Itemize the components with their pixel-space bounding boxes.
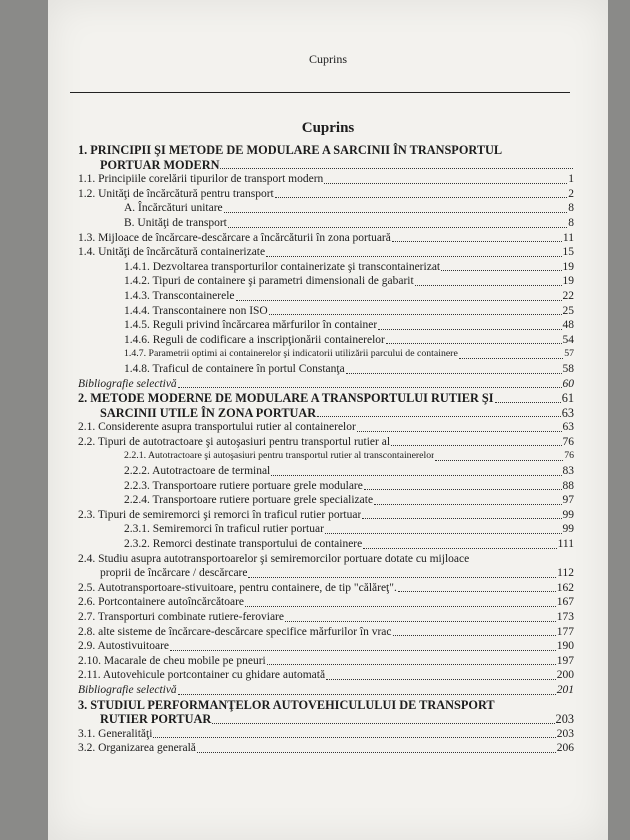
toc-entry-title: 2.10. Macarale de cheu mobile pe pneuri <box>78 654 266 667</box>
toc-entry-title: 1.4.4. Transcontainere non ISO <box>124 304 268 317</box>
dot-leader <box>197 751 556 753</box>
toc-entry-title: 2.9. Autostivuitoare <box>78 640 170 653</box>
dot-leader <box>374 503 561 505</box>
toc-entry-page: 177 <box>556 625 574 638</box>
toc-entry-page: 54 <box>562 333 574 346</box>
toc-entry <box>78 508 574 523</box>
toc-entry <box>78 464 574 479</box>
toc-entry-title: 2.2.4. Transportoare rutiere portuare grele specializate <box>124 494 374 507</box>
toc-entry-page: 25 <box>562 304 574 317</box>
toc-entry <box>78 654 574 669</box>
dot-leader <box>275 196 568 198</box>
toc-entry-title: 3.1. Generalităţi <box>78 727 153 740</box>
toc-entry-page: 201 <box>556 683 574 696</box>
dot-leader <box>317 415 561 417</box>
toc-entry-title: 1.1. Principiile corelării tipurilor de transport modern <box>78 173 324 186</box>
bibliography-entry <box>78 377 574 392</box>
toc-entry-page: 1 <box>568 173 574 186</box>
toc-entry-page: 76 <box>562 435 574 448</box>
toc-entry-title: 2.2. Tipuri de autotractoare şi autoşasiuri pentru transportul rutier al <box>78 435 391 448</box>
dot-leader <box>224 211 568 213</box>
toc-entry <box>78 566 574 581</box>
toc-entry-title: B. Unităţi de transport <box>124 216 227 229</box>
toc-entry <box>78 216 574 231</box>
dot-leader <box>357 430 562 432</box>
toc-entry-page: 162 <box>556 581 574 594</box>
dot-leader <box>220 167 573 169</box>
toc-entry-page: 8 <box>568 216 574 229</box>
chapter-heading-line: 3. STUDIUL PERFORMANŢELOR AUTOVEHICULULUI DE TRANSPORT <box>78 697 495 712</box>
chapter-heading-line: 1. PRINCIPII ŞI METODE DE MODULARE A SARCINII ÎN TRANSPORTUL <box>78 143 503 157</box>
dot-leader <box>267 663 556 665</box>
dot-leader <box>435 459 563 461</box>
toc-entry <box>78 435 574 450</box>
dot-leader <box>236 299 562 301</box>
toc-entry-page: 19 <box>562 275 574 288</box>
toc-entry-title: 1.4.3. Transcontainerele <box>124 289 235 302</box>
toc-entry <box>78 581 574 596</box>
toc-entry-page: 111 <box>557 538 574 551</box>
chapter-heading-line: 2. METODE MODERNE DE MODULARE A TRANSPORTULUI RUTIER ŞI <box>78 391 494 406</box>
dot-leader <box>269 313 562 315</box>
toc-entry <box>78 333 574 348</box>
toc-entry-title: 2.2.2. Autotractoare de terminal <box>124 465 271 478</box>
toc-entry-page: 203 <box>556 727 574 740</box>
page-title: Cuprins <box>301 120 355 136</box>
toc-entry-title: 1.2. Unităţi de încărcătură pentru transport <box>78 187 274 200</box>
dot-leader <box>212 722 554 724</box>
chapter-heading <box>78 391 574 420</box>
toc-entry <box>78 420 574 435</box>
dot-leader <box>178 693 556 695</box>
toc-entry <box>78 231 574 246</box>
dot-leader <box>391 444 561 446</box>
toc-entry-title: 1.4. Unităţi de încărcătură containerizate <box>78 246 266 259</box>
toc-entry-page: 99 <box>562 508 574 521</box>
toc-entry-page: 19 <box>562 260 574 273</box>
toc-entry-title: 2.2.1. Autotractoare şi autoşasiuri pentru transportul rutier al transcontainerelor <box>124 450 435 462</box>
toc-entry-title: 2.7. Transporturi combinate rutiere-feroviare <box>78 611 284 623</box>
toc-entry <box>78 289 574 304</box>
toc-entry <box>78 741 574 756</box>
dot-leader <box>271 474 561 476</box>
toc-entry-title: 2.5. Autotransportoare-stivuitoare, pentru containere, de tip "călăreţ". <box>78 581 397 594</box>
chapter-page: 63 <box>561 405 574 420</box>
table-of-contents <box>78 143 574 756</box>
toc-entry-page: 15 <box>562 246 574 259</box>
toc-entry <box>78 245 574 260</box>
toc-entry-page: 58 <box>562 362 574 375</box>
toc-entry-title: 2.3. Tipuri de semiremorci şi remorci în traficul rutier portuar <box>78 508 362 521</box>
dot-leader <box>378 328 561 330</box>
toc-entry-title: 2.3.2. Remorci destinate transportului de containere <box>124 538 363 551</box>
chapter-heading-line: PORTUAR MODERN <box>100 157 220 172</box>
toc-entry <box>78 493 574 508</box>
toc-entry-title: 2.2.3. Transportoare rutiere portuare grele modulare <box>124 479 363 492</box>
toc-entry-page: 167 <box>556 596 574 609</box>
dot-leader <box>153 736 555 738</box>
dot-leader <box>362 517 561 519</box>
chapter-heading <box>78 143 574 172</box>
toc-entry-title: Bibliografie selectivă <box>78 683 177 696</box>
toc-entry-page: 76 <box>564 450 574 462</box>
dot-leader <box>326 678 556 680</box>
toc-entry-page: 99 <box>562 523 574 536</box>
dot-leader <box>495 401 561 403</box>
dot-leader <box>441 269 561 271</box>
toc-entry-page: 83 <box>562 465 574 478</box>
toc-entry-title: 1.4.2. Tipuri de containere şi parametri dimensionali de gabarit <box>124 275 414 288</box>
toc-entry <box>78 449 574 464</box>
toc-entry <box>78 362 574 377</box>
toc-entry-title: 2.11. Autovehicule portcontainer cu ghidare automată <box>78 669 326 682</box>
running-head: Cuprins <box>308 52 347 66</box>
toc-entry-page: 22 <box>562 289 574 302</box>
dot-leader <box>178 386 562 388</box>
toc-entry-page: 48 <box>562 319 574 332</box>
dot-leader <box>398 590 556 592</box>
toc-entry <box>78 522 574 537</box>
toc-entry-title: 2.6. Portcontainere autoîncărcătoare <box>78 596 245 609</box>
toc-entry <box>78 187 574 202</box>
toc-entry-title: 3.2. Organizarea generală <box>78 742 196 755</box>
toc-entry <box>78 172 574 187</box>
dot-leader <box>392 240 562 242</box>
dot-leader <box>248 576 556 578</box>
toc-entry-page: 88 <box>562 479 574 492</box>
toc-entry <box>78 639 574 654</box>
toc-entry <box>78 552 574 567</box>
chapter-heading-line: RUTIER PORTUAR <box>100 712 212 727</box>
dot-leader <box>363 547 556 549</box>
toc-entry-title: 2.8. alte sisteme de încărcare-descărcare specifice mărfurilor în vrac <box>78 625 392 638</box>
toc-entry-title: 2.4. Studiu asupra autotransportoarelor şi semiremorcilor portuare dotate cu mijloace <box>78 552 470 565</box>
toc-entry-title: Bibliografie selectivă <box>78 377 177 390</box>
dot-leader <box>415 284 562 286</box>
toc-entry-title: 1.4.7. Parametrii optimi ai containerelor şi indicatorii utilizării parcului de containere <box>124 348 458 360</box>
dot-leader <box>393 634 556 636</box>
toc-entry-page: 57 <box>564 348 574 360</box>
toc-entry <box>78 479 574 494</box>
dot-leader <box>266 255 561 257</box>
toc-entry-title: 1.3. Mijloace de încărcare-descărcare a încărcăturii în zona portuară <box>78 231 391 244</box>
toc-entry <box>78 727 574 742</box>
chapter-heading-line: SARCINII UTILE ÎN ZONA PORTUAR <box>100 405 317 420</box>
dot-leader <box>324 182 567 184</box>
toc-entry-title: 1.4.6. Reguli de codificare a inscripţionării containerelor <box>124 333 385 346</box>
toc-entry <box>78 668 574 683</box>
toc-entry-page: 173 <box>556 611 574 623</box>
dot-leader <box>245 605 556 607</box>
dot-leader <box>228 226 567 228</box>
dot-leader <box>346 372 562 374</box>
chapter-page: 203 <box>555 712 574 727</box>
toc-entry <box>78 274 574 289</box>
toc-entry-page: 8 <box>568 202 574 215</box>
dot-leader <box>325 532 562 534</box>
toc-entry-page: 60 <box>562 377 574 390</box>
dot-leader <box>285 620 556 622</box>
toc-entry-page: 200 <box>556 669 574 682</box>
toc-entry <box>78 625 574 640</box>
toc-entry <box>78 347 574 362</box>
toc-entry-title: 1.4.5. Reguli privind încărcarea mărfurilor în container <box>124 319 378 332</box>
toc-entry-page: 63 <box>562 421 574 434</box>
dot-leader <box>170 649 556 651</box>
toc-entry-page: 112 <box>557 567 574 580</box>
chapter-heading <box>78 698 574 727</box>
toc-entry <box>78 595 574 610</box>
dot-leader <box>459 357 563 359</box>
dot-leader <box>364 488 562 490</box>
toc-entry <box>78 304 574 319</box>
toc-entry-title: A. Încărcături unitare <box>124 202 223 215</box>
toc-entry-page: 97 <box>562 494 574 507</box>
bibliography-entry <box>78 683 574 698</box>
toc-entry-page: 2 <box>568 187 574 200</box>
toc-entry <box>78 260 574 275</box>
toc-entry-title: proprii de încărcare / descărcare <box>100 567 248 580</box>
toc-entry-page: 11 <box>562 231 574 244</box>
toc-entry <box>78 201 574 216</box>
toc-entry-title: 2.1. Considerente asupra transportului rutier al containerelor <box>78 421 356 434</box>
toc-entry-title: 2.3.1. Semiremorci în traficul rutier portuar <box>124 523 324 536</box>
toc-entry-title: 1.4.1. Dezvoltarea transporturilor containerizate şi transcontainerizat <box>124 260 441 273</box>
header-rule <box>70 92 570 93</box>
toc-entry-page: 206 <box>556 742 574 755</box>
toc-entry <box>78 318 574 333</box>
toc-entry-title: 1.4.8. Traficul de containere în portul Constanţa <box>124 362 345 375</box>
chapter-page: 61 <box>561 391 574 406</box>
dot-leader <box>386 342 562 344</box>
toc-entry <box>78 537 574 552</box>
toc-entry-page: 190 <box>556 640 574 653</box>
book-page <box>48 0 608 840</box>
toc-entry-page: 197 <box>556 654 574 667</box>
toc-entry <box>78 610 574 625</box>
